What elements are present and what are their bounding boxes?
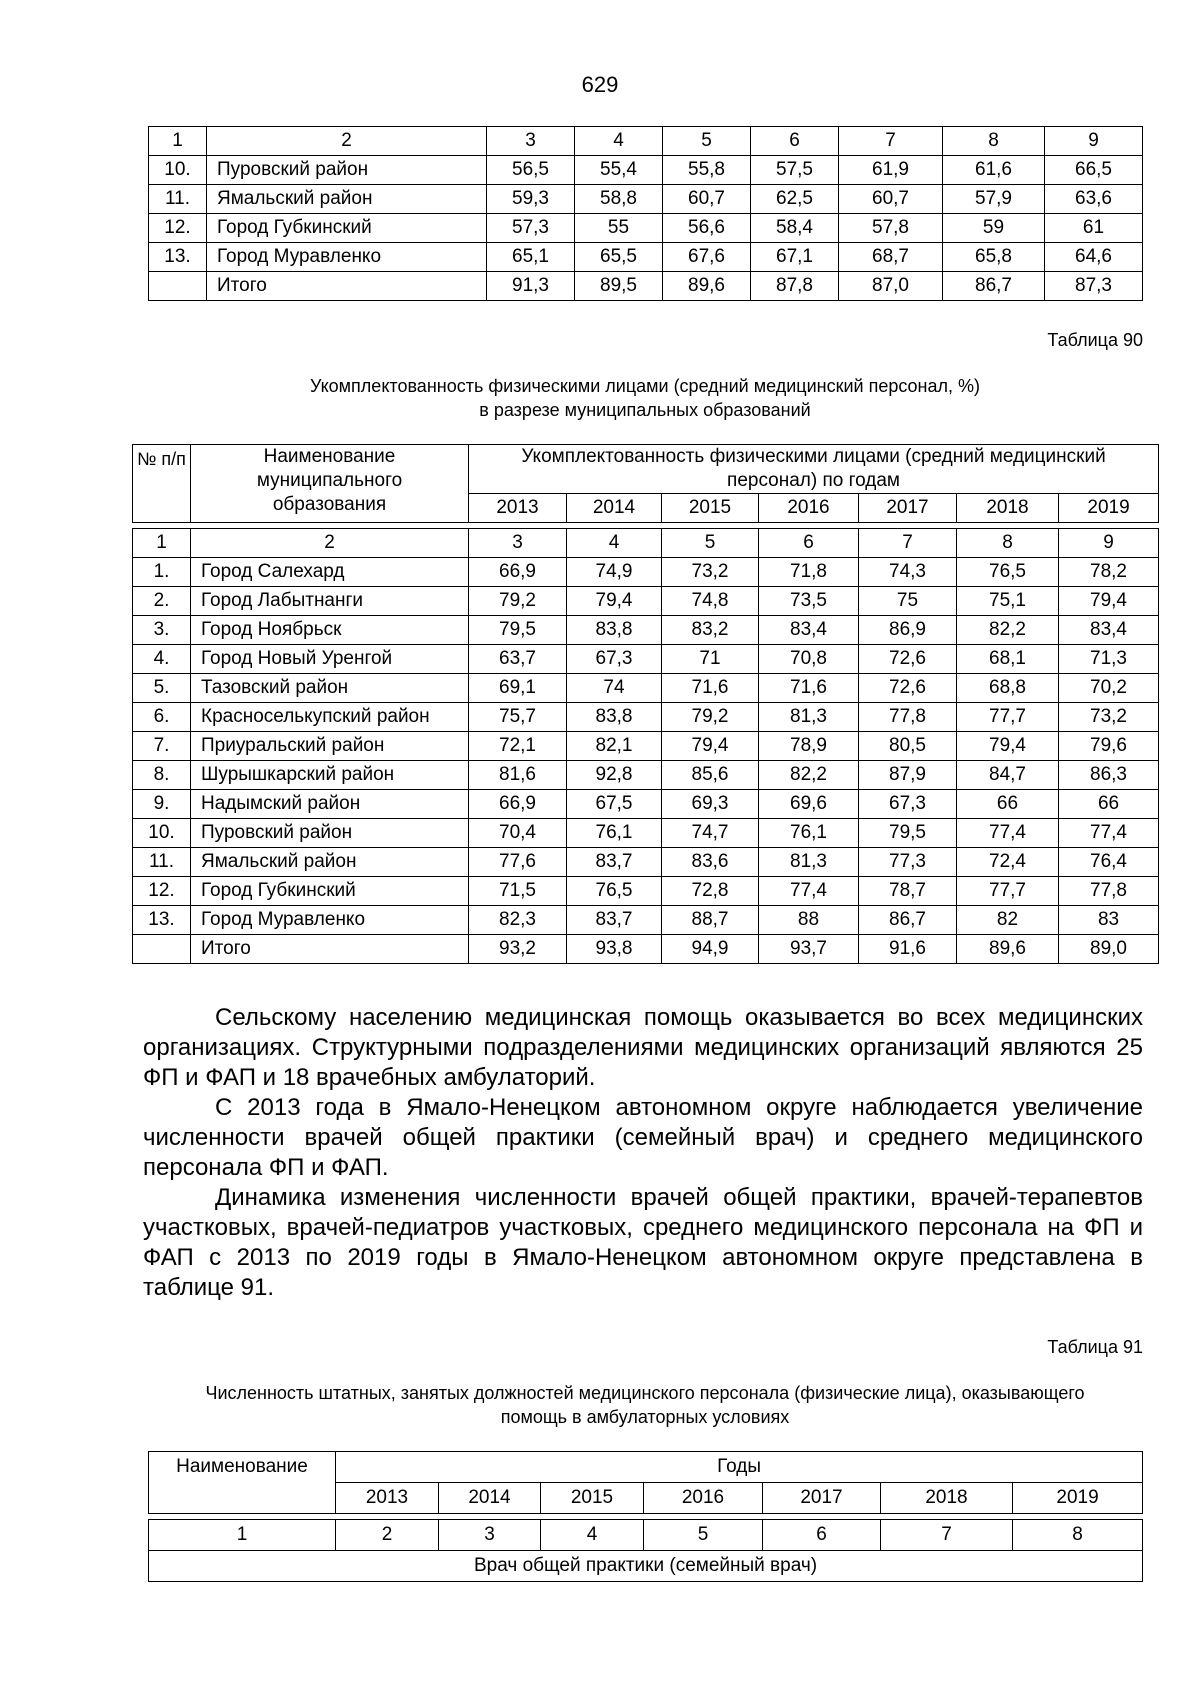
table-row: [133, 645, 1159, 674]
value-cell: 77,3: [859, 848, 957, 877]
column-index-cell: 6: [763, 1520, 881, 1551]
row-number: 4.: [133, 645, 191, 674]
column-index-cell: 9: [1059, 529, 1159, 558]
municipality-name: Красноселькупский район: [191, 703, 469, 732]
column-index-cell: 4: [575, 127, 663, 156]
value-cell: 58,8: [575, 185, 663, 214]
municipality-name: Город Муравленко: [191, 906, 469, 935]
table-91-label: Таблица 91: [1047, 1337, 1143, 1357]
municipality-name: Ямальский район: [191, 848, 469, 877]
body-text: [143, 1003, 1143, 1303]
value-cell: 69,3: [662, 790, 759, 819]
value-cell: 65,1: [487, 243, 575, 272]
value-cell: 89,0: [1059, 935, 1159, 964]
value-cell: 71,5: [469, 877, 567, 906]
year-header: 2014: [567, 494, 662, 523]
value-cell: 63,6: [1045, 185, 1143, 214]
municipality-name: Город Салехард: [191, 558, 469, 587]
value-cell: 72,1: [469, 732, 567, 761]
table-row: [133, 906, 1159, 935]
table-91: [148, 1451, 1143, 1582]
table-90-title: [150, 374, 1140, 422]
value-cell: 83,7: [567, 848, 662, 877]
municipality-name: Тазовский район: [191, 674, 469, 703]
value-cell: 79,4: [957, 732, 1059, 761]
value-cell: 55,4: [575, 156, 663, 185]
table-89-continuation: [148, 126, 1143, 301]
value-cell: 80,5: [859, 732, 957, 761]
paragraph-1: Сельскому населению медицинская помощь оказывается во всех медицинских организациях. Структурными подразделениями медицинских организаций являются 25 ФП и ФАП и 18 врачебных амбулаторий.: [143, 1004, 1143, 1091]
municipality-name: Город Ноябрьск: [191, 616, 469, 645]
value-cell: 84,7: [957, 761, 1059, 790]
value-cell: 93,7: [759, 935, 859, 964]
value-cell: 71,3: [1059, 645, 1159, 674]
table-row: [133, 587, 1159, 616]
value-cell: 55,8: [663, 156, 751, 185]
value-cell: 66,5: [1045, 156, 1143, 185]
value-cell: 60,7: [663, 185, 751, 214]
value-cell: 86,3: [1059, 761, 1159, 790]
value-cell: 92,8: [567, 761, 662, 790]
value-cell: 74,8: [662, 587, 759, 616]
value-cell: 83,8: [567, 616, 662, 645]
table-row: [133, 848, 1159, 877]
year-header: 2017: [763, 1483, 881, 1514]
value-cell: 71,6: [662, 674, 759, 703]
column-index-cell: 4: [567, 529, 662, 558]
municipality-name: Город Губкинский: [191, 877, 469, 906]
value-cell: 58,4: [751, 214, 839, 243]
column-index-cell: 6: [751, 127, 839, 156]
value-cell: 65,8: [943, 243, 1045, 272]
value-cell: 72,6: [859, 645, 957, 674]
value-cell: 76,5: [567, 877, 662, 906]
value-cell: 67,3: [567, 645, 662, 674]
value-cell: 86,7: [859, 906, 957, 935]
column-index-cell: 7: [859, 529, 957, 558]
column-index-cell: 2: [207, 127, 487, 156]
year-header: 2016: [644, 1483, 763, 1514]
year-header: 2019: [1013, 1483, 1143, 1514]
value-cell: 61: [1045, 214, 1143, 243]
value-cell: 91,6: [859, 935, 957, 964]
table-row: [149, 243, 1143, 272]
row-number: 10.: [133, 819, 191, 848]
value-cell: 86,9: [859, 616, 957, 645]
value-cell: 60,7: [839, 185, 943, 214]
value-cell: 89,6: [957, 935, 1059, 964]
value-cell: 64,6: [1045, 243, 1143, 272]
value-cell: 91,3: [487, 272, 575, 301]
value-cell: 82,1: [567, 732, 662, 761]
column-index-cell: 3: [487, 127, 575, 156]
value-cell: 85,6: [662, 761, 759, 790]
row-number: 1.: [133, 558, 191, 587]
value-cell: 70,4: [469, 819, 567, 848]
municipality-name: Итого: [191, 935, 469, 964]
value-cell: 75,7: [469, 703, 567, 732]
column-index-cell: 5: [644, 1520, 763, 1551]
value-cell: 77,4: [1059, 819, 1159, 848]
table-91-title: [120, 1381, 1170, 1429]
value-cell: 72,6: [859, 674, 957, 703]
value-cell: 77,8: [859, 703, 957, 732]
value-cell: 56,6: [663, 214, 751, 243]
col-header-years: Годы: [336, 1452, 1143, 1483]
paragraph-3: Динамика изменения численности врачей общей практики, врачей-терапевтов участковых, врачей-педиатров участковых, среднего медицинского персонала на ФП и ФАП с 2013 по 2019 годы в Ямало-Ненецком автономном округе представлена в таблице 91.: [143, 1184, 1143, 1301]
value-cell: 83,4: [759, 616, 859, 645]
column-index-cell: 1: [133, 529, 191, 558]
value-cell: 79,6: [1059, 732, 1159, 761]
table-90-title-line2: в разрезе муниципальных образований: [479, 400, 811, 420]
value-cell: 79,2: [662, 703, 759, 732]
column-index-cell: 8: [957, 529, 1059, 558]
value-cell: 77,8: [1059, 877, 1159, 906]
row-number: 11.: [133, 848, 191, 877]
value-cell: 70,2: [1059, 674, 1159, 703]
table-row: [149, 272, 1143, 301]
value-cell: 87,9: [859, 761, 957, 790]
table-row: [133, 935, 1159, 964]
year-header: 2017: [859, 494, 957, 523]
value-cell: 79,4: [1059, 587, 1159, 616]
column-index-cell: 3: [469, 529, 567, 558]
municipality-name: Город Лабытнанги: [191, 587, 469, 616]
page-number: 629: [581, 72, 619, 97]
row-number: 13.: [149, 243, 207, 272]
value-cell: 73,2: [1059, 703, 1159, 732]
municipality-name: Город Муравленко: [207, 243, 487, 272]
paragraph-2: С 2013 года в Ямало-Ненецком автономном округе наблюдается увеличение численности врачей общей практики (семейный врач) и среднего медицинского персонала ФП и ФАП.: [143, 1094, 1143, 1181]
row-number: 6.: [133, 703, 191, 732]
table-row: [133, 674, 1159, 703]
table-row: [133, 732, 1159, 761]
value-cell: 62,5: [751, 185, 839, 214]
col-header-number: № п/п: [133, 445, 191, 523]
value-cell: 69,1: [469, 674, 567, 703]
municipality-name: Надымский район: [191, 790, 469, 819]
value-cell: 79,4: [662, 732, 759, 761]
value-cell: 83,7: [567, 906, 662, 935]
municipality-name: Шурышкарский район: [191, 761, 469, 790]
value-cell: 88,7: [662, 906, 759, 935]
column-index-cell: 7: [881, 1520, 1013, 1551]
value-cell: 66,9: [469, 558, 567, 587]
value-cell: 83,8: [567, 703, 662, 732]
row-number: 9.: [133, 790, 191, 819]
column-index-cell: 2: [191, 529, 469, 558]
column-index-cell: 7: [839, 127, 943, 156]
table-row: [149, 185, 1143, 214]
year-header: 2014: [439, 1483, 541, 1514]
value-cell: 94,9: [662, 935, 759, 964]
table-91-title-line1: Численность штатных, занятых должностей медицинского персонала (физические лица), оказывающего: [205, 1383, 1085, 1403]
value-cell: 72,8: [662, 877, 759, 906]
row-number: 12.: [149, 214, 207, 243]
column-index-cell: 5: [662, 529, 759, 558]
col-header-staffing-by-year: Укомплектованность физическими лицами (средний медицинский персонал) по годам: [469, 445, 1159, 494]
table-90-title-line1: Укомплектованность физическими лицами (средний медицинский персонал, %): [309, 376, 981, 396]
value-cell: 73,5: [759, 587, 859, 616]
column-index-cell: 2: [336, 1520, 439, 1551]
value-cell: 70,8: [759, 645, 859, 674]
value-cell: 68,8: [957, 674, 1059, 703]
value-cell: 71: [662, 645, 759, 674]
table-row: [149, 156, 1143, 185]
value-cell: 61,9: [839, 156, 943, 185]
row-number: 13.: [133, 906, 191, 935]
value-cell: 82,3: [469, 906, 567, 935]
value-cell: 82,2: [759, 761, 859, 790]
year-header: 2015: [662, 494, 759, 523]
value-cell: 71,8: [759, 558, 859, 587]
value-cell: 76,5: [957, 558, 1059, 587]
year-header: 2013: [336, 1483, 439, 1514]
value-cell: 56,5: [487, 156, 575, 185]
year-header: 2018: [881, 1483, 1013, 1514]
value-cell: 76,1: [759, 819, 859, 848]
value-cell: 72,4: [957, 848, 1059, 877]
year-header: 2013: [469, 494, 567, 523]
value-cell: 81,6: [469, 761, 567, 790]
municipality-name: Город Новый Уренгой: [191, 645, 469, 674]
column-index-cell: 1: [149, 1520, 336, 1551]
column-index-row: [149, 1520, 1143, 1551]
value-cell: 87,8: [751, 272, 839, 301]
value-cell: 57,5: [751, 156, 839, 185]
value-cell: 89,6: [663, 272, 751, 301]
section-title: Врач общей практики (семейный врач): [149, 1551, 1143, 1582]
municipality-name: Пуровский район: [207, 156, 487, 185]
value-cell: 89,5: [575, 272, 663, 301]
table-row: [133, 790, 1159, 819]
row-number: [149, 272, 207, 301]
row-number: 3.: [133, 616, 191, 645]
value-cell: 87,0: [839, 272, 943, 301]
value-cell: 83,6: [662, 848, 759, 877]
value-cell: 68,7: [839, 243, 943, 272]
value-cell: 71,6: [759, 674, 859, 703]
col-header-name: Наименование: [149, 1452, 336, 1514]
value-cell: 77,7: [957, 703, 1059, 732]
table-90: [132, 444, 1159, 964]
value-cell: 74: [567, 674, 662, 703]
value-cell: 83: [1059, 906, 1159, 935]
municipality-name: Город Губкинский: [207, 214, 487, 243]
table-row: [133, 703, 1159, 732]
column-index-row: [133, 529, 1159, 558]
value-cell: 59: [943, 214, 1045, 243]
year-header: 2019: [1059, 494, 1159, 523]
value-cell: 61,6: [943, 156, 1045, 185]
value-cell: 66: [957, 790, 1059, 819]
value-cell: 67,1: [751, 243, 839, 272]
year-header: 2016: [759, 494, 859, 523]
column-index-cell: 3: [439, 1520, 541, 1551]
col-header-municipality: Наименование муниципального образования: [191, 445, 469, 523]
value-cell: 86,7: [943, 272, 1045, 301]
table-91-title-line2: помощь в амбулаторных условиях: [500, 1407, 790, 1427]
column-index-cell: 6: [759, 529, 859, 558]
value-cell: 65,5: [575, 243, 663, 272]
value-cell: 88: [759, 906, 859, 935]
value-cell: 76,1: [567, 819, 662, 848]
table-row: [133, 877, 1159, 906]
value-cell: 78,9: [759, 732, 859, 761]
value-cell: 77,6: [469, 848, 567, 877]
value-cell: 55: [575, 214, 663, 243]
row-number: 10.: [149, 156, 207, 185]
value-cell: 93,8: [567, 935, 662, 964]
value-cell: 66: [1059, 790, 1159, 819]
value-cell: 76,4: [1059, 848, 1159, 877]
value-cell: 59,3: [487, 185, 575, 214]
column-index-cell: 4: [541, 1520, 644, 1551]
column-index-cell: 8: [943, 127, 1045, 156]
table-row: [133, 819, 1159, 848]
municipality-name: Ямальский район: [207, 185, 487, 214]
value-cell: 78,2: [1059, 558, 1159, 587]
row-number: 5.: [133, 674, 191, 703]
value-cell: 77,4: [957, 819, 1059, 848]
value-cell: 79,5: [469, 616, 567, 645]
row-number: 2.: [133, 587, 191, 616]
row-number: [133, 935, 191, 964]
section-row: [149, 1551, 1143, 1582]
value-cell: 78,7: [859, 877, 957, 906]
value-cell: 75: [859, 587, 957, 616]
value-cell: 63,7: [469, 645, 567, 674]
table-row: [133, 761, 1159, 790]
value-cell: 57,9: [943, 185, 1045, 214]
table-row: [149, 214, 1143, 243]
table-row: [133, 558, 1159, 587]
value-cell: 79,2: [469, 587, 567, 616]
value-cell: 67,5: [567, 790, 662, 819]
value-cell: 57,8: [839, 214, 943, 243]
value-cell: 83,2: [662, 616, 759, 645]
value-cell: 74,3: [859, 558, 957, 587]
municipality-name: Итого: [207, 272, 487, 301]
value-cell: 79,5: [859, 819, 957, 848]
value-cell: 82: [957, 906, 1059, 935]
value-cell: 66,9: [469, 790, 567, 819]
value-cell: 77,7: [957, 877, 1059, 906]
value-cell: 73,2: [662, 558, 759, 587]
value-cell: 67,6: [663, 243, 751, 272]
row-number: 7.: [133, 732, 191, 761]
value-cell: 74,7: [662, 819, 759, 848]
value-cell: 67,3: [859, 790, 957, 819]
value-cell: 93,2: [469, 935, 567, 964]
value-cell: 77,4: [759, 877, 859, 906]
municipality-name: Пуровский район: [191, 819, 469, 848]
year-header: 2015: [541, 1483, 644, 1514]
value-cell: 83,4: [1059, 616, 1159, 645]
value-cell: 81,3: [759, 703, 859, 732]
column-index-cell: 5: [663, 127, 751, 156]
column-index-cell: 9: [1045, 127, 1143, 156]
value-cell: 68,1: [957, 645, 1059, 674]
column-index-row: [149, 127, 1143, 156]
value-cell: 75,1: [957, 587, 1059, 616]
column-index-cell: 8: [1013, 1520, 1143, 1551]
table-row: [133, 616, 1159, 645]
value-cell: 57,3: [487, 214, 575, 243]
value-cell: 79,4: [567, 587, 662, 616]
municipality-name: Приуральский район: [191, 732, 469, 761]
value-cell: 81,3: [759, 848, 859, 877]
row-number: 11.: [149, 185, 207, 214]
value-cell: 69,6: [759, 790, 859, 819]
row-number: 8.: [133, 761, 191, 790]
column-index-cell: 1: [149, 127, 207, 156]
row-number: 12.: [133, 877, 191, 906]
value-cell: 87,3: [1045, 272, 1143, 301]
table-90-label: Таблица 90: [1047, 330, 1143, 350]
value-cell: 74,9: [567, 558, 662, 587]
value-cell: 82,2: [957, 616, 1059, 645]
year-header: 2018: [957, 494, 1059, 523]
